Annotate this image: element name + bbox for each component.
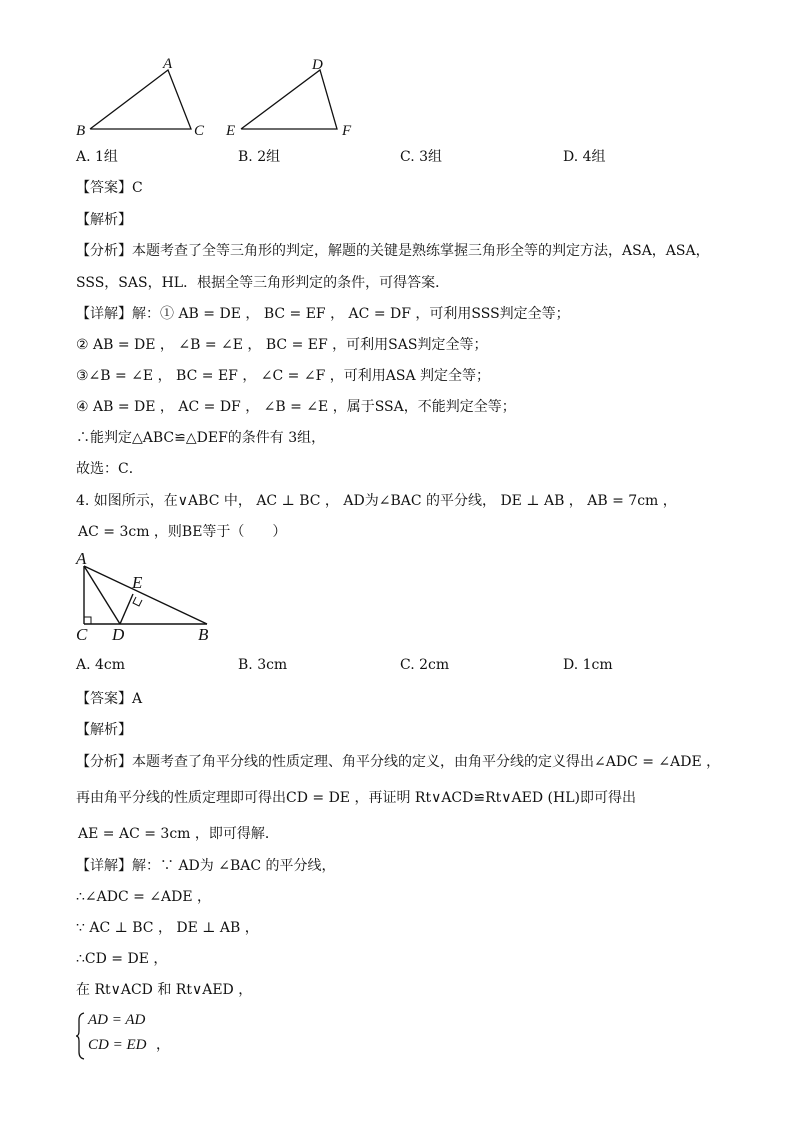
label-e: E (132, 573, 143, 592)
q3-answer: 【答案】C (76, 180, 143, 196)
q4-analysis-line3: AE = AC = 3cm ，即可得解． (78, 826, 279, 842)
label-a: A (76, 549, 87, 568)
q3-detail-line4: ④ AB = DE ， AC = DF ， ∠B = ∠E ，属于SSA，不能判定全等； (76, 399, 516, 415)
q4-stem-line1: 4. 如图所示，在∨ABC 中， AC ⊥ BC ， AD为∠BAC 的平分线， DE ⊥ AB ， AB = 7cm ， (76, 493, 677, 509)
q3-choose: 故选：C． (76, 461, 143, 477)
label-c: C (76, 625, 88, 644)
q3-detail-line2: ② AB = DE ， ∠B = ∠E ， BC = EF ，可利用SAS判定全等； (76, 337, 488, 353)
q3-detail-line3: ③∠B = ∠E ， BC = EF ， ∠C = ∠F ，可利用ASA 判定全等； (76, 368, 491, 384)
label-b: B (76, 123, 86, 139)
q4-option-c: C. 2cm (400, 657, 450, 673)
system-line2: CD = ED (88, 1037, 147, 1053)
triangle-acb-figure (70, 548, 230, 648)
q4-detail-line4: ∴CD = DE ， (76, 951, 168, 967)
q4-analysis-line1: 【分析】本题考查了角平分线的性质定理、角平分线的定义，由角平分线的定义得出∠ADC = ∠ADE ， (76, 754, 721, 770)
triangle-abc (90, 70, 191, 129)
q4-analysis-line2: 再由角平分线的性质定理即可得出CD = DE ，再证明 Rt∨ACD≌Rt∨AED (HL)即可得出 (76, 790, 636, 806)
q4-detail-line3: ∵ AC ⊥ BC ， DE ⊥ AB ， (76, 920, 259, 936)
q3-option-d: D. 4组 (563, 149, 606, 165)
q3-option-a: A. 1组 (76, 149, 118, 165)
q3-detail-line1: 【详解】解：① AB = DE ， BC = EF ， AC = DF ，可利用SSS判定全等； (76, 306, 570, 322)
label-b: B (198, 625, 209, 644)
label-d: D (312, 57, 323, 73)
q4-detail-line5: 在 Rt∨ACD 和 Rt∨AED ， (76, 982, 253, 998)
q3-jiexi: 【解析】 (76, 212, 132, 228)
left-brace (76, 1012, 86, 1060)
label-c: C (194, 123, 205, 139)
q4-stem-line2: AC = 3cm ，则BE等于（ ） (78, 524, 287, 540)
triangle-def-figure (222, 54, 372, 144)
triangle-abc-figure (70, 54, 220, 144)
q4-detail-line1: 【详解】解：∵ AD为 ∠BAC 的平分线， (76, 858, 336, 874)
q3-option-b: B. 2组 (238, 149, 281, 165)
label-f: F (342, 123, 352, 139)
q4-option-b: B. 3cm (238, 657, 288, 673)
q4-detail-line2: ∴∠ADC = ∠ADE ， (76, 889, 212, 905)
triangle-def (241, 70, 337, 129)
q3-detail-line5: ∴能判定△ABC≌△DEF的条件有 3组， (76, 430, 326, 446)
right-angle-e (133, 597, 142, 606)
label-d: D (112, 625, 125, 644)
q4-jiexi: 【解析】 (76, 722, 132, 738)
q3-analysis-line1: 【分析】本题考查了全等三角形的判定，解题的关键是熟练掌握三角形全等的判定方法，ASA，ASA， (76, 243, 710, 259)
q4-answer: 【答案】A (76, 691, 143, 707)
system-line1: AD = AD (88, 1012, 146, 1028)
q4-option-a: A. 4cm (76, 657, 126, 673)
system-tail: ， (156, 1037, 170, 1053)
label-e: E (226, 123, 236, 139)
segment-de (120, 594, 133, 624)
q4-option-d: D. 1cm (563, 657, 613, 673)
q3-analysis-line2: SSS，SAS，HL．根据全等三角形判定的条件，可得答案． (76, 275, 450, 291)
q3-option-c: C. 3组 (400, 149, 443, 165)
right-angle-c (84, 617, 91, 624)
label-a: A (163, 56, 173, 72)
equation-system (76, 1008, 196, 1064)
